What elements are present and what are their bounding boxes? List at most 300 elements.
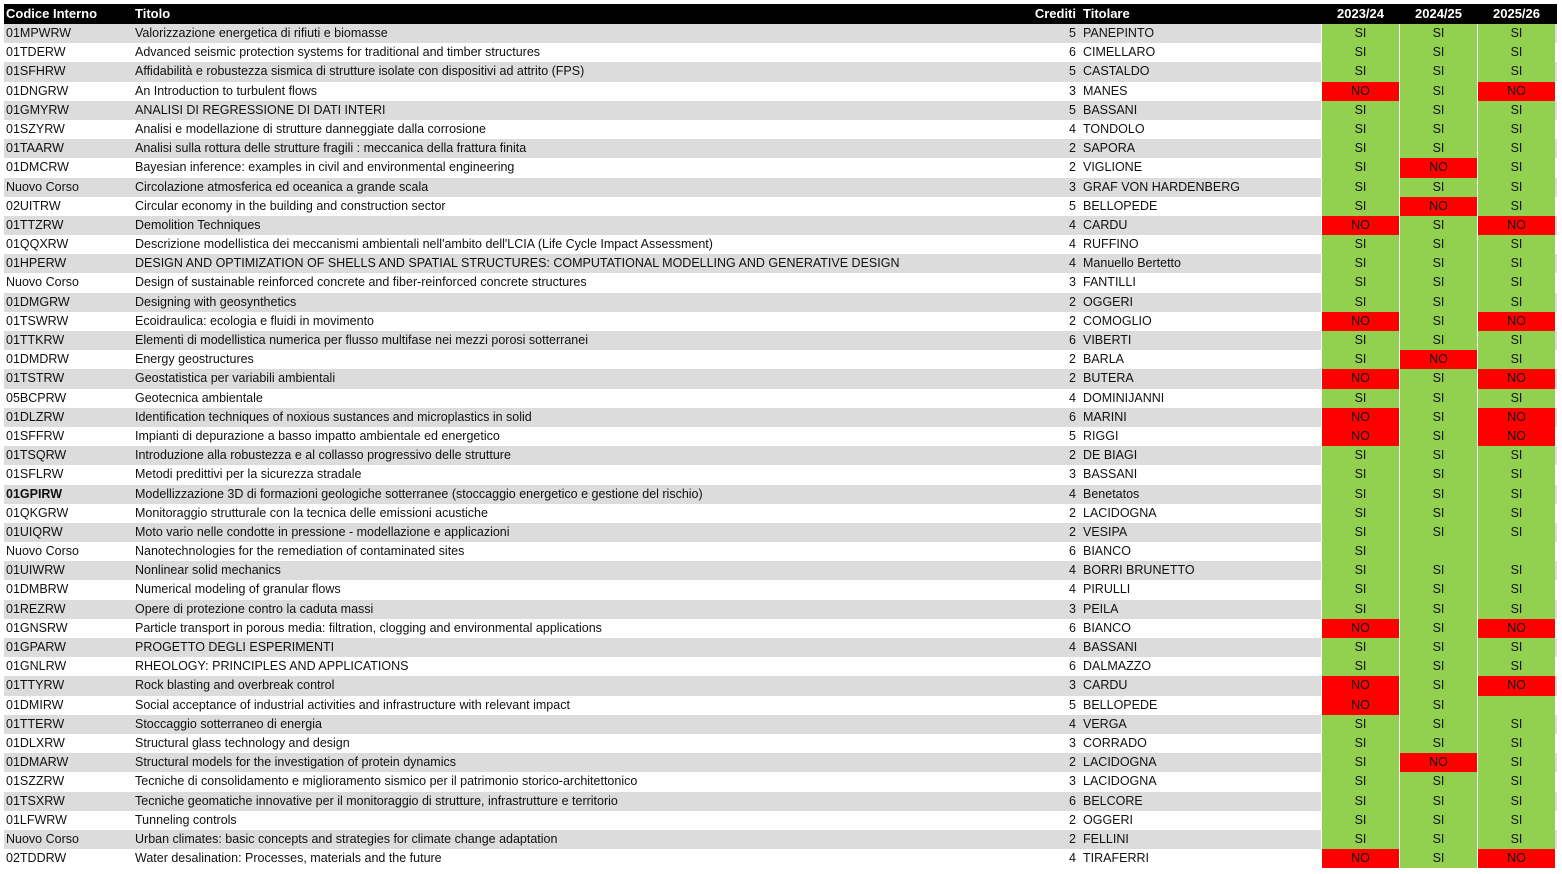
cell-credits[interactable]: 3 xyxy=(1069,467,1076,482)
header-year-2024[interactable]: 2024/25 xyxy=(1399,4,1477,24)
table-row[interactable] xyxy=(4,676,1557,695)
cell-2025-26[interactable]: NO xyxy=(1477,216,1555,235)
header-code[interactable]: Codice Interno xyxy=(6,6,98,21)
cell-credits[interactable]: 2 xyxy=(1069,448,1076,463)
cell-title[interactable]: Structural models for the investigation of protein dynamics xyxy=(135,755,456,770)
cell-2025-26[interactable]: SI xyxy=(1477,657,1555,676)
table-row[interactable] xyxy=(4,657,1557,676)
cell-holder[interactable]: BELCORE xyxy=(1083,793,1143,808)
table-row[interactable] xyxy=(4,82,1557,101)
cell-2024-25[interactable]: NO xyxy=(1399,753,1477,772)
cell-credits[interactable]: 2 xyxy=(1069,831,1076,846)
cell-code[interactable]: 01DMBRW xyxy=(6,582,69,597)
cell-2025-26[interactable]: SI xyxy=(1477,580,1555,599)
cell-code[interactable]: Nuovo Corso xyxy=(6,179,79,194)
cell-2025-26[interactable]: NO xyxy=(1477,676,1555,695)
cell-holder[interactable]: SAPORA xyxy=(1083,141,1136,156)
cell-holder[interactable]: VIBERTI xyxy=(1083,333,1132,347)
cell-credits[interactable]: 6 xyxy=(1069,659,1076,674)
cell-2024-25[interactable]: SI xyxy=(1399,849,1477,868)
cell-2023-24[interactable]: SI xyxy=(1321,542,1399,561)
cell-2025-26[interactable]: SI xyxy=(1477,235,1555,254)
cell-2024-25[interactable]: NO xyxy=(1399,350,1477,369)
cell-holder[interactable]: LACIDOGNA xyxy=(1083,755,1157,770)
cell-credits[interactable]: 2 xyxy=(1069,812,1076,827)
cell-credits[interactable]: 6 xyxy=(1069,333,1076,347)
cell-code[interactable]: 01REZRW xyxy=(6,601,66,616)
cell-2023-24[interactable]: SI xyxy=(1321,772,1399,791)
cell-code[interactable]: 05BCPRW xyxy=(6,390,67,405)
cell-title[interactable]: DESIGN AND OPTIMIZATION OF SHELLS AND SPATIAL STRUCTURES: COMPUTATIONAL MODELLING AND GENERATIVE DESIGN xyxy=(135,256,900,271)
cell-2023-24[interactable]: NO xyxy=(1321,216,1399,235)
table-row[interactable] xyxy=(4,293,1557,312)
cell-holder[interactable]: TONDOLO xyxy=(1083,121,1145,136)
cell-holder[interactable]: DOMINIJANNI xyxy=(1083,390,1165,405)
cell-code[interactable]: Nuovo Corso xyxy=(6,831,79,846)
cell-title[interactable]: Analisi e modellazione di strutture danneggiate dalla corrosione xyxy=(135,121,486,136)
cell-code[interactable]: 01SZYRW xyxy=(6,121,65,136)
cell-2023-24[interactable]: SI xyxy=(1321,350,1399,369)
cell-holder[interactable]: TIRAFERRI xyxy=(1083,851,1149,866)
cell-2025-26[interactable]: NO xyxy=(1477,82,1555,101)
cell-title[interactable]: Social acceptance of industrial activities and infrastructure with relevant impact xyxy=(135,697,570,712)
cell-title[interactable]: Numerical modeling of granular flows xyxy=(135,582,341,597)
cell-credits[interactable]: 5 xyxy=(1069,428,1076,443)
cell-2024-25[interactable]: SI xyxy=(1399,24,1477,43)
cell-credits[interactable]: 4 xyxy=(1069,121,1076,136)
cell-code[interactable]: 01DMGRW xyxy=(6,294,70,309)
cell-title[interactable]: Opere di protezione contro la caduta massi xyxy=(135,601,374,616)
table-row[interactable] xyxy=(4,849,1557,868)
cell-code[interactable]: 01SFHRW xyxy=(6,64,66,79)
table-row[interactable] xyxy=(4,792,1557,811)
cell-2025-26[interactable]: SI xyxy=(1477,101,1555,120)
table-row[interactable] xyxy=(4,216,1557,235)
cell-credits[interactable]: 2 xyxy=(1069,160,1076,175)
table-row[interactable] xyxy=(4,715,1557,734)
cell-2025-26[interactable] xyxy=(1477,696,1555,715)
cell-credits[interactable]: 5 xyxy=(1069,697,1076,712)
cell-2023-24[interactable]: SI xyxy=(1321,24,1399,43)
cell-credits[interactable]: 4 xyxy=(1069,851,1076,866)
cell-holder[interactable]: MANES xyxy=(1083,83,1128,98)
cell-title[interactable]: Urban climates: basic concepts and strategies for climate change adaptation xyxy=(135,831,558,846)
cell-code[interactable]: 01QQXRW xyxy=(6,237,69,252)
cell-2024-25[interactable]: NO xyxy=(1399,158,1477,177)
cell-credits[interactable]: 2 xyxy=(1069,294,1076,309)
cell-credits[interactable]: 2 xyxy=(1069,505,1076,520)
header-year-2023[interactable]: 2023/24 xyxy=(1321,4,1399,24)
cell-2025-26[interactable]: SI xyxy=(1477,139,1555,158)
cell-2025-26[interactable]: SI xyxy=(1477,772,1555,791)
cell-holder[interactable]: PEILA xyxy=(1083,601,1119,616)
cell-holder[interactable]: BIANCO xyxy=(1083,620,1131,635)
table-row[interactable] xyxy=(4,580,1557,599)
cell-title[interactable]: Analisi sulla rottura delle strutture fragili : meccanica della frattura finita xyxy=(135,141,527,156)
cell-code[interactable]: 01TTZRW xyxy=(6,217,64,232)
table-row[interactable] xyxy=(4,504,1557,523)
cell-holder[interactable]: FELLINI xyxy=(1083,831,1129,846)
cell-2025-26[interactable]: SI xyxy=(1477,158,1555,177)
cell-credits[interactable]: 3 xyxy=(1069,678,1076,693)
cell-code[interactable]: 01TSWRW xyxy=(6,313,69,328)
cell-2025-26[interactable]: NO xyxy=(1477,408,1555,427)
cell-credits[interactable]: 3 xyxy=(1069,774,1076,789)
cell-title[interactable]: Affidabilità e robustezza sismica di strutture isolate con dispositivi ad attrito (FPS) xyxy=(135,64,585,79)
cell-2024-25[interactable]: SI xyxy=(1399,600,1477,619)
cell-2024-25[interactable]: SI xyxy=(1399,830,1477,849)
cell-2024-25[interactable]: SI xyxy=(1399,638,1477,657)
cell-2023-24[interactable]: SI xyxy=(1321,504,1399,523)
cell-2025-26[interactable]: NO xyxy=(1477,369,1555,388)
cell-2025-26[interactable]: NO xyxy=(1477,619,1555,638)
table-row[interactable] xyxy=(4,561,1557,580)
cell-2023-24[interactable]: SI xyxy=(1321,446,1399,465)
cell-credits[interactable]: 4 xyxy=(1069,237,1076,252)
cell-holder[interactable]: BORRI BRUNETTO xyxy=(1083,563,1195,578)
cell-2024-25[interactable]: SI xyxy=(1399,446,1477,465)
cell-holder[interactable]: CIMELLARO xyxy=(1083,45,1156,60)
cell-2025-26[interactable]: SI xyxy=(1477,465,1555,484)
cell-holder[interactable]: VIGLIONE xyxy=(1083,160,1143,175)
cell-2025-26[interactable]: SI xyxy=(1477,197,1555,216)
cell-title[interactable]: Bayesian inference: examples in civil and environmental engineering xyxy=(135,160,515,175)
table-row[interactable] xyxy=(4,734,1557,753)
cell-code[interactable]: 01SZZRW xyxy=(6,774,65,789)
cell-2025-26[interactable]: SI xyxy=(1477,715,1555,734)
cell-code[interactable]: 01GPARW xyxy=(6,640,66,654)
cell-holder[interactable]: BARLA xyxy=(1083,352,1124,367)
cell-holder[interactable]: BIANCO xyxy=(1083,544,1131,559)
cell-2024-25[interactable]: SI xyxy=(1399,504,1477,523)
cell-2023-24[interactable]: SI xyxy=(1321,254,1399,273)
cell-2025-26[interactable]: SI xyxy=(1477,811,1555,830)
cell-2023-24[interactable]: SI xyxy=(1321,465,1399,484)
cell-2024-25[interactable]: SI xyxy=(1399,254,1477,273)
cell-code[interactable]: 01TTYRW xyxy=(6,678,65,693)
cell-2025-26[interactable]: SI xyxy=(1477,273,1555,292)
cell-2024-25[interactable]: SI xyxy=(1399,619,1477,638)
cell-2025-26[interactable]: SI xyxy=(1477,331,1555,350)
table-row[interactable] xyxy=(4,600,1557,619)
cell-2023-24[interactable]: SI xyxy=(1321,43,1399,62)
cell-2025-26[interactable]: SI xyxy=(1477,43,1555,62)
cell-code[interactable]: 01SFFRW xyxy=(6,428,65,443)
table-row[interactable] xyxy=(4,485,1557,504)
cell-title[interactable]: Impianti di depurazione a basso impatto ambientale ed energetico xyxy=(135,428,500,443)
cell-title[interactable]: Circular economy in the building and construction sector xyxy=(135,198,446,213)
cell-2023-24[interactable]: SI xyxy=(1321,811,1399,830)
cell-holder[interactable]: BELLOPEDE xyxy=(1083,697,1158,712)
cell-2024-25[interactable]: NO xyxy=(1399,197,1477,216)
cell-2023-24[interactable]: SI xyxy=(1321,580,1399,599)
cell-2024-25[interactable]: SI xyxy=(1399,523,1477,542)
table-row[interactable] xyxy=(4,638,1557,657)
cell-credits[interactable]: 6 xyxy=(1069,620,1076,635)
cell-holder[interactable]: VESIPA xyxy=(1083,524,1128,539)
cell-credits[interactable]: 5 xyxy=(1069,26,1076,40)
cell-2024-25[interactable]: SI xyxy=(1399,485,1477,504)
table-row[interactable] xyxy=(4,350,1557,369)
cell-title[interactable]: Particle transport in porous media: filtration, clogging and environmental applications xyxy=(135,620,602,635)
cell-holder[interactable]: FANTILLI xyxy=(1083,275,1136,290)
table-row[interactable] xyxy=(4,197,1557,216)
cell-title[interactable]: Introduzione alla robustezza e al collasso progressivo delle strutture xyxy=(135,448,511,463)
cell-2024-25[interactable]: SI xyxy=(1399,657,1477,676)
cell-title[interactable]: Circolazione atmosferica ed oceanica a grande scala xyxy=(135,179,429,194)
cell-2024-25[interactable]: SI xyxy=(1399,43,1477,62)
cell-code[interactable]: 02UITRW xyxy=(6,198,61,213)
cell-code[interactable]: Nuovo Corso xyxy=(6,544,79,559)
cell-2024-25[interactable]: SI xyxy=(1399,580,1477,599)
cell-2023-24[interactable]: NO xyxy=(1321,408,1399,427)
cell-2023-24[interactable]: SI xyxy=(1321,792,1399,811)
cell-2025-26[interactable]: NO xyxy=(1477,849,1555,868)
cell-2024-25[interactable] xyxy=(1399,542,1477,561)
cell-credits[interactable]: 2 xyxy=(1069,352,1076,367)
table-row[interactable] xyxy=(4,101,1557,120)
cell-code[interactable]: 01GPIRW xyxy=(6,486,63,501)
cell-2024-25[interactable]: SI xyxy=(1399,139,1477,158)
cell-holder[interactable]: OGGERI xyxy=(1083,812,1134,827)
cell-holder[interactable]: BUTERA xyxy=(1083,371,1134,386)
cell-title[interactable]: Valorizzazione energetica di rifiuti e biomasse xyxy=(135,26,388,40)
cell-2025-26[interactable]: SI xyxy=(1477,600,1555,619)
cell-2024-25[interactable]: SI xyxy=(1399,331,1477,350)
cell-code[interactable]: 01QKGRW xyxy=(6,505,69,520)
cell-credits[interactable]: 6 xyxy=(1069,544,1076,559)
cell-2024-25[interactable]: SI xyxy=(1399,734,1477,753)
table-row[interactable] xyxy=(4,696,1557,715)
cell-code[interactable]: 01TDERW xyxy=(6,45,66,60)
cell-2023-24[interactable]: SI xyxy=(1321,734,1399,753)
cell-code[interactable]: 01DMCRW xyxy=(6,160,69,175)
cell-title[interactable]: Descrizione modellistica dei meccanismi ambientali nell'ambito dell'LCIA (Life Cycle Impact Assessment) xyxy=(135,237,713,252)
cell-2024-25[interactable]: SI xyxy=(1399,101,1477,120)
cell-2023-24[interactable]: NO xyxy=(1321,676,1399,695)
cell-title[interactable]: Geotecnica ambientale xyxy=(135,390,263,405)
cell-title[interactable]: ANALISI DI REGRESSIONE DI DATI INTERI xyxy=(135,102,386,117)
cell-holder[interactable]: OGGERI xyxy=(1083,294,1134,309)
header-credits[interactable]: Crediti xyxy=(1034,6,1076,21)
cell-2025-26[interactable]: SI xyxy=(1477,446,1555,465)
cell-title[interactable]: An Introduction to turbulent flows xyxy=(135,83,318,98)
cell-2023-24[interactable]: SI xyxy=(1321,273,1399,292)
table-row[interactable] xyxy=(4,772,1557,791)
cell-holder[interactable]: LACIDOGNA xyxy=(1083,774,1157,789)
cell-credits[interactable]: 5 xyxy=(1069,102,1076,117)
cell-2023-24[interactable]: SI xyxy=(1321,120,1399,139)
cell-credits[interactable]: 2 xyxy=(1069,371,1076,386)
cell-2025-26[interactable]: NO xyxy=(1477,427,1555,446)
cell-2024-25[interactable]: SI xyxy=(1399,792,1477,811)
cell-2023-24[interactable]: NO xyxy=(1321,82,1399,101)
table-row[interactable] xyxy=(4,312,1557,331)
cell-code[interactable]: 01GNLRW xyxy=(6,659,67,674)
cell-2023-24[interactable]: SI xyxy=(1321,101,1399,120)
cell-title[interactable]: Metodi predittivi per la sicurezza stradale xyxy=(135,467,362,482)
cell-credits[interactable]: 3 xyxy=(1069,275,1076,290)
cell-credits[interactable]: 3 xyxy=(1069,735,1076,750)
cell-holder[interactable]: CARDU xyxy=(1083,217,1128,232)
cell-2023-24[interactable]: SI xyxy=(1321,235,1399,254)
cell-2024-25[interactable]: SI xyxy=(1399,676,1477,695)
cell-holder[interactable]: VERGA xyxy=(1083,716,1127,731)
cell-2024-25[interactable]: SI xyxy=(1399,772,1477,791)
table-row[interactable] xyxy=(4,178,1557,197)
cell-title[interactable]: Designing with geosynthetics xyxy=(135,294,297,309)
cell-2023-24[interactable]: SI xyxy=(1321,638,1399,657)
cell-code[interactable]: 01TSXRW xyxy=(6,793,65,808)
cell-code[interactable]: 01TSQRW xyxy=(6,448,67,463)
cell-2024-25[interactable]: SI xyxy=(1399,273,1477,292)
table-row[interactable] xyxy=(4,139,1557,158)
cell-title[interactable]: Nanotechnologies for the remediation of contaminated sites xyxy=(135,544,465,559)
cell-title[interactable]: PROGETTO DEGLI ESPERIMENTI xyxy=(135,640,335,654)
cell-credits[interactable]: 2 xyxy=(1069,755,1076,770)
cell-2025-26[interactable]: SI xyxy=(1477,293,1555,312)
header-title[interactable]: Titolo xyxy=(135,6,171,21)
table-row[interactable] xyxy=(4,811,1557,830)
cell-holder[interactable]: PANEPINTO xyxy=(1083,26,1155,40)
table-row[interactable] xyxy=(4,542,1557,561)
cell-2025-26[interactable]: SI xyxy=(1477,638,1555,657)
cell-credits[interactable]: 4 xyxy=(1069,486,1076,501)
cell-2023-24[interactable]: NO xyxy=(1321,427,1399,446)
cell-holder[interactable]: MARINI xyxy=(1083,409,1127,424)
table-row[interactable] xyxy=(4,753,1557,772)
cell-code[interactable]: 01UIQRW xyxy=(6,524,63,539)
cell-credits[interactable]: 6 xyxy=(1069,793,1076,808)
table-row[interactable] xyxy=(4,465,1557,484)
cell-holder[interactable]: BASSANI xyxy=(1083,467,1138,482)
cell-credits[interactable]: 4 xyxy=(1069,256,1076,271)
cell-code[interactable]: 01MPWRW xyxy=(6,26,72,40)
table-row[interactable] xyxy=(4,830,1557,849)
table-row[interactable] xyxy=(4,619,1557,638)
cell-2024-25[interactable]: SI xyxy=(1399,369,1477,388)
cell-title[interactable]: Water desalination: Processes, materials and the future xyxy=(135,851,442,866)
cell-code[interactable]: 01SFLRW xyxy=(6,467,64,482)
cell-2025-26[interactable]: SI xyxy=(1477,523,1555,542)
cell-2023-24[interactable]: SI xyxy=(1321,561,1399,580)
cell-2023-24[interactable]: SI xyxy=(1321,331,1399,350)
cell-code[interactable]: 01GMYRW xyxy=(6,102,69,117)
cell-holder[interactable]: RUFFINO xyxy=(1083,237,1139,252)
cell-holder[interactable]: DE BIAGI xyxy=(1083,448,1138,463)
cell-credits[interactable]: 5 xyxy=(1069,64,1076,79)
cell-code[interactable]: 01DNGRW xyxy=(6,83,69,98)
cell-holder[interactable]: RIGGI xyxy=(1083,428,1119,443)
cell-code[interactable]: 01TSTRW xyxy=(6,371,65,386)
header-holder[interactable]: Titolare xyxy=(1083,6,1130,21)
cell-2025-26[interactable]: SI xyxy=(1477,389,1555,408)
cell-code[interactable]: Nuovo Corso xyxy=(6,275,79,290)
cell-2023-24[interactable]: SI xyxy=(1321,178,1399,197)
cell-title[interactable]: Energy geostructures xyxy=(135,352,254,367)
cell-2023-24[interactable]: NO xyxy=(1321,849,1399,868)
cell-2024-25[interactable]: SI xyxy=(1399,312,1477,331)
cell-2024-25[interactable]: SI xyxy=(1399,62,1477,81)
cell-2025-26[interactable]: SI xyxy=(1477,504,1555,523)
cell-credits[interactable]: 3 xyxy=(1069,601,1076,616)
cell-2024-25[interactable]: SI xyxy=(1399,178,1477,197)
cell-credits[interactable]: 6 xyxy=(1069,409,1076,424)
cell-holder[interactable]: DALMAZZO xyxy=(1083,659,1152,674)
table-row[interactable] xyxy=(4,446,1557,465)
cell-credits[interactable]: 4 xyxy=(1069,640,1076,654)
cell-2024-25[interactable]: SI xyxy=(1399,715,1477,734)
cell-holder[interactable]: BELLOPEDE xyxy=(1083,198,1158,213)
cell-credits[interactable]: 3 xyxy=(1069,179,1076,194)
cell-2024-25[interactable]: SI xyxy=(1399,465,1477,484)
table-row[interactable] xyxy=(4,369,1557,388)
table-row[interactable] xyxy=(4,389,1557,408)
cell-holder[interactable]: CASTALDO xyxy=(1083,64,1150,79)
cell-2023-24[interactable]: NO xyxy=(1321,312,1399,331)
cell-title[interactable]: Ecoidraulica: ecologia e fluidi in movimento xyxy=(135,313,375,328)
table-row[interactable] xyxy=(4,273,1557,292)
header-year-2025[interactable]: 2025/26 xyxy=(1477,4,1555,24)
cell-title[interactable]: Nonlinear solid mechanics xyxy=(135,563,281,578)
cell-2025-26[interactable]: NO xyxy=(1477,312,1555,331)
cell-2025-26[interactable]: SI xyxy=(1477,120,1555,139)
table-row[interactable] xyxy=(4,120,1557,139)
cell-code[interactable]: 01HPERW xyxy=(6,256,67,271)
cell-credits[interactable]: 5 xyxy=(1069,198,1076,213)
cell-holder[interactable]: COMOGLIO xyxy=(1083,313,1152,328)
cell-credits[interactable]: 2 xyxy=(1069,313,1076,328)
cell-title[interactable]: Tecniche geomatiche innovative per il monitoraggio di strutture, infrastrutture e territorio xyxy=(135,793,618,808)
cell-title[interactable]: Geostatistica per variabili ambientali xyxy=(135,371,336,386)
cell-2023-24[interactable]: SI xyxy=(1321,523,1399,542)
cell-2024-25[interactable]: SI xyxy=(1399,696,1477,715)
cell-2024-25[interactable]: SI xyxy=(1399,120,1477,139)
cell-credits[interactable]: 4 xyxy=(1069,217,1076,232)
cell-2025-26[interactable]: SI xyxy=(1477,830,1555,849)
cell-2025-26[interactable]: SI xyxy=(1477,350,1555,369)
cell-2024-25[interactable]: SI xyxy=(1399,82,1477,101)
table-row[interactable] xyxy=(4,235,1557,254)
cell-2023-24[interactable]: SI xyxy=(1321,830,1399,849)
cell-holder[interactable]: CARDU xyxy=(1083,678,1128,693)
cell-title[interactable]: Monitoraggio strutturale con la tecnica delle emissioni acustiche xyxy=(135,505,488,520)
table-row[interactable] xyxy=(4,254,1557,273)
cell-2024-25[interactable]: SI xyxy=(1399,389,1477,408)
cell-2023-24[interactable]: NO xyxy=(1321,696,1399,715)
cell-2025-26[interactable]: SI xyxy=(1477,753,1555,772)
cell-2023-24[interactable]: SI xyxy=(1321,600,1399,619)
cell-credits[interactable]: 4 xyxy=(1069,716,1076,731)
cell-2024-25[interactable]: SI xyxy=(1399,216,1477,235)
cell-2023-24[interactable]: SI xyxy=(1321,62,1399,81)
cell-credits[interactable]: 2 xyxy=(1069,141,1076,156)
cell-holder[interactable]: Manuello Bertetto xyxy=(1083,256,1181,271)
cell-code[interactable]: 01TTERW xyxy=(6,716,65,731)
table-row[interactable] xyxy=(4,62,1557,81)
cell-title[interactable]: Stoccaggio sotterraneo di energia xyxy=(135,716,322,731)
cell-2023-24[interactable]: SI xyxy=(1321,197,1399,216)
cell-code[interactable]: 01DLXRW xyxy=(6,735,65,750)
cell-code[interactable]: 01DMARW xyxy=(6,755,69,770)
cell-holder[interactable]: CORRADO xyxy=(1083,735,1147,750)
cell-2025-26[interactable]: SI xyxy=(1477,178,1555,197)
cell-holder[interactable]: Benetatos xyxy=(1083,486,1140,501)
table-row[interactable] xyxy=(4,408,1557,427)
table-row[interactable] xyxy=(4,43,1557,62)
cell-2024-25[interactable]: SI xyxy=(1399,811,1477,830)
cell-code[interactable]: 01TAARW xyxy=(6,141,64,156)
